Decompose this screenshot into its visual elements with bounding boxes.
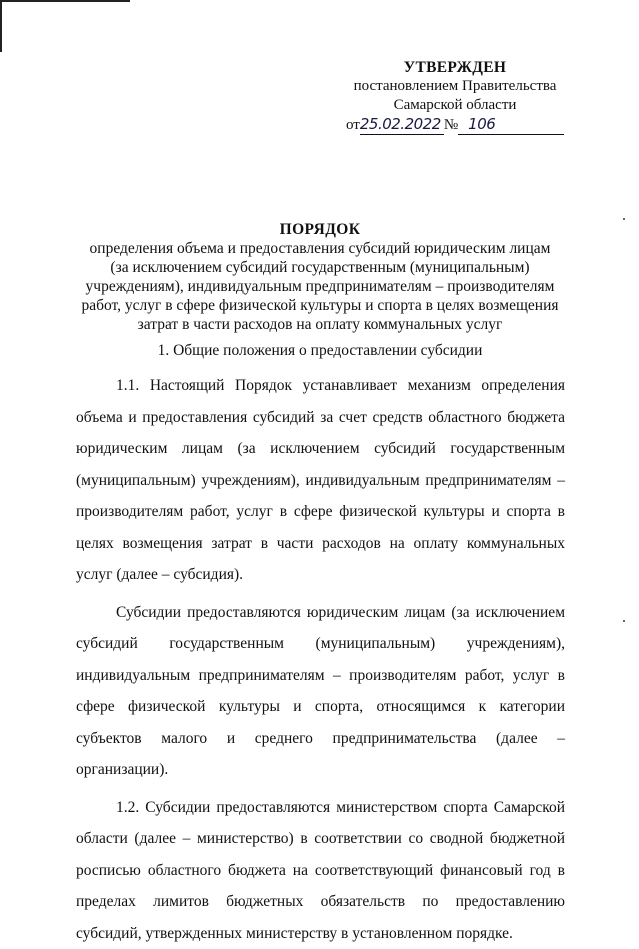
approval-line-2: Самарской области <box>340 96 570 115</box>
number-prefix: № <box>444 117 458 133</box>
document-subtitle-line: учреждениям), индивидуальным предпринимателям – производителям <box>60 277 580 296</box>
handwritten-date: 25.02.2022 <box>360 115 444 135</box>
paragraph-1-2: 1.2. Субсидии предоставляются министерством спорта Самарской области (далее – министерство) в соответствии со сводной бюджетной росписью областного бюджета на соответствующий финансовый год в пределах лимитов бюджетных обязательств по предоставлению субсидий, утвержденных министерству в установленном порядке. <box>76 792 565 949</box>
document-subtitle-line: работ, услуг в сфере физической культуры и спорта в целях возмещения <box>60 296 580 315</box>
paragraph-subsidy-recipients: Субсидии предоставляются юридическим лицам (за исключением субсидий государственным (муниципальным) учреждениям), индивидуальным предпринимателям – производителям работ, услуг в сфере физической культуры и спорта, относящимся к категории субъектов малого и среднего предпринимательства (далее – организации). <box>76 597 565 786</box>
document-subtitle-line: (за исключением субсидий государственным (муниципальным) <box>60 258 580 277</box>
document-subtitle-line: определения объема и предоставления субсидий юридическим лицам <box>60 239 580 258</box>
document-title-block <box>60 220 580 334</box>
approval-line-1: постановлением Правительства <box>340 77 570 96</box>
section-heading: 1. Общие положения о предоставлении субсидии <box>60 341 580 360</box>
scan-speck <box>623 218 625 220</box>
document-body <box>76 370 565 949</box>
approval-date-line <box>340 115 570 135</box>
scan-speck <box>623 620 625 622</box>
document-heading: ПОРЯДОК <box>60 220 580 239</box>
handwritten-number: 106 <box>458 115 564 135</box>
approval-stamp-block <box>340 58 570 135</box>
approval-title: УТВЕРЖДЕН <box>340 58 570 77</box>
scan-edge-mark-left <box>0 0 2 52</box>
scan-edge-mark-top <box>0 0 130 2</box>
date-prefix: от <box>346 117 360 133</box>
document-subtitle-line: затрат в части расходов на оплату коммунальных услуг <box>60 315 580 334</box>
paragraph-1-1: 1.1. Настоящий Порядок устанавливает механизм определения объема и предоставления субсидий за счет средств областного бюджета юридическим лицам (за исключением субсидий государственным (муниципальным) учреждениям), индивидуальным предпринимателям – производителям работ, услуг в сфере физической культуры и спорта в целях возмещения затрат в части расходов на оплату коммунальных услуг (далее – субсидия). <box>76 370 565 591</box>
